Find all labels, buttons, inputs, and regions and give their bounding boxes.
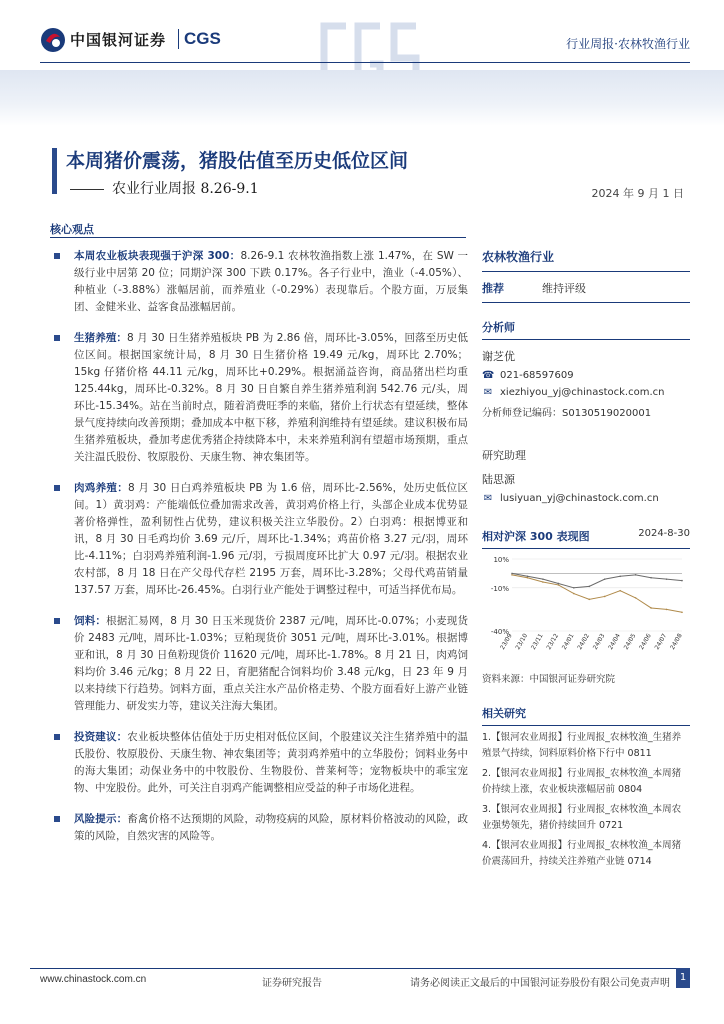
analyst-phone <box>482 370 690 381</box>
report-date: 2024 年 9 月 1 日 <box>591 187 684 200</box>
bullet-icon <box>54 816 60 822</box>
chart-xtick-label: 24/02 <box>576 632 592 651</box>
bullet-icon <box>54 734 60 740</box>
footer-label: 证券研究报告 <box>262 978 322 989</box>
footer-url[interactable]: www.chinastock.com.cn <box>40 974 147 985</box>
assistant-email[interactable] <box>482 493 690 504</box>
logo-divider <box>178 29 179 49</box>
analyst-email[interactable] <box>482 387 690 398</box>
paragraph-text: 根据汇易网，8 月 30 日玉米现货价 2387 元/吨，周环比-0.07%；小麦现货价 2483 元/吨，周环比-1.03%；豆粕现货价 3051 元/吨，周环比-3.01%。根据博亚和讯，8 月 30 日鱼粉现货价 11620 元/吨，周环比-1.78%。8 月 21 日，肉鸡饲料均价 3.46 元/kg；8 月 22 日，育肥猪配合饲料均价 3.48 元/kg，日 23 年 9 月以来持续下行趋势。饲料方面，重点关注水产品价格走势、个股方面看好上游产业链管理能力、研发实力等，建议关注海大集团。 <box>74 615 469 712</box>
chart-xtick-label: 23/10 <box>514 632 530 651</box>
paragraph-poultry <box>52 480 468 599</box>
chart-xtick-label: 24/05 <box>622 632 638 651</box>
paragraph-title: 生猪养殖： <box>74 332 128 344</box>
related-research-item[interactable]: 4.【银河农业周报】行业周报_农林牧渔_本周猪价震荡回升，持续关注养殖产业链 0714 <box>482 840 682 867</box>
chart-data-point <box>635 574 637 576</box>
chart-data-point <box>588 586 590 588</box>
subtitle-text: 农业行业周报 8.26-9.1 <box>112 181 259 197</box>
core-views-label: 核心观点 <box>50 223 94 236</box>
chart-ytick-label: 10% <box>493 556 509 564</box>
rating-label: 推荐 <box>482 282 504 295</box>
paragraph-text: 8.26-9.1 农林牧渔指数上涨 1.47%，在 SW 一级行业中居第 20 位；同期沪深 300 下跌 0.17%。各子行业中，渔业（-4.05%）、种植业（-3.88%）涨幅居前，而养殖业（-0.29%）表现靠后。个股方面，万辰集团、金健米业、益客食品涨幅居前。 <box>74 250 469 313</box>
chart-source: 资料来源：中国银河证券研究院 <box>482 674 616 685</box>
analyst-name: 谢芝优 <box>482 350 515 363</box>
chart-data-point <box>666 578 668 580</box>
footer-disclaimer: 请务必阅读正文最后的中国银河证券股份有限公司免责声明 <box>410 978 670 989</box>
chart-header <box>482 528 690 549</box>
chart-xtick-label: 23/09 <box>499 632 514 651</box>
chart-xtick-label: 23/12 <box>545 632 561 651</box>
body-text <box>52 248 468 859</box>
paragraph-text: 农业板块整体估值处于历史相对低位区间，个股建议关注生猪养殖中的温氏股份、牧原股份、天康生物、神农集团等；黄羽鸡养殖中的立华股份；饲料业务中的海大集团；动保业务中的中牧股份、生物股份、普莱柯等；宠物板块中的乖宝宠物、中宠股份。此外，可关注自羽鸡产能调整相应受益的种子市场化进程。 <box>74 731 469 794</box>
paragraph-investment <box>52 729 468 797</box>
paragraph-text: 畜禽价格不达预期的风险，动物疫病的风险，原材料价格波动的风险，政策的风险，自然灾害的风险等。 <box>74 813 469 842</box>
related-research-heading: 相关研究 <box>482 705 690 726</box>
phone-icon: ☎ <box>482 370 495 381</box>
bullet-icon <box>54 335 60 341</box>
cert-text: 分析师登记编码：S0130519020001 <box>482 408 652 419</box>
paragraph-title: 风险提示： <box>74 813 128 825</box>
paragraph-title: 投资建议： <box>74 731 128 743</box>
chart-data-point <box>573 593 575 595</box>
related-research-item[interactable]: 3.【银河农业周报】行业周报_农林牧渔_本周农业强势领先，猪价持续回升 0721 <box>482 804 682 831</box>
chart-xtick-label: 24/06 <box>638 632 653 651</box>
chart-data-point <box>604 596 606 598</box>
paragraph-sector-performance <box>52 248 468 316</box>
bullet-icon <box>54 618 60 624</box>
phone-text: 021-68597609 <box>500 370 574 381</box>
core-views-rule <box>50 237 466 238</box>
chart-xtick-label: 24/01 <box>560 632 576 651</box>
paragraph-text: 8 月 30 日白鸡养殖板块 PB 为 1.6 倍，周环比-2.56%，处历史低位区间。1）黄羽鸡：产能端低位叠加需求改善，黄羽鸡价格上行，头部企业成本优势显著价格弹性，盈利韧性占优势，建议积极关注立华股份。2）白羽鸡：根据博亚和讯，8 月 30 日毛鸡均价 3.69 元/斤，周环比-1.34%；鸡苗价格 3.27 元/羽，周环比-4.11%；白羽鸡养殖利润-1.96 元/羽，亏损周度环比扩大 0.97 元/羽。根据农业农村部，8 月 18 日在产父母代存栏 2195 万套，周环比-3.28%；父母代鸡苗销量 137.57 万套，周环比-26.45%。白羽行业产能处于调整过程中，可适当择优布局。 <box>74 482 468 596</box>
chart-data-point <box>527 575 529 577</box>
email-icon: ✉ <box>483 493 493 504</box>
brand-name-cn: 中国银河证券 <box>70 31 167 49</box>
assistant-email-text[interactable]: lusiyuan_yj@chinastock.com.cn <box>500 493 659 504</box>
paragraph-text: 8 月 30 日生猪养殖板块 PB 为 2.86 倍，周环比-3.05%，回落至历史低位区间。根据国家统计局，8 月 30 日生猪价格 19.49 元/kg，周环比 2.70%；15kg 仔猪价格 44.11 元/kg，周环比+0.29%。根据涌益咨询，商品猪出栏均重 125.44kg，周环比-0.32%。8 月 30 日自繁自养生猪养殖利润 542.76 元/头，周环比-15.34%。站在当前时点，随着消费旺季的来临，猪价上行状态有望延续，整体景气度持续向改善预期；叠加成本中枢下移，养殖利润维持有望延续。建议积极布局生猪养殖板块，叠加考虑优秀猪企持续降本中，未来养殖利润有望超市场预期，重点关注温氏股份、牧原股份、天康生物、神农集团等。 <box>74 332 469 463</box>
chart-ytick-label: -10% <box>490 584 509 593</box>
chart-data-point <box>527 577 529 579</box>
chart-date: 2024-8-30 <box>638 528 690 539</box>
rating-value: 维持评级 <box>542 282 586 295</box>
header-band <box>0 70 724 126</box>
relative-performance-chart <box>482 553 690 663</box>
chart-data-point <box>511 574 513 576</box>
email-icon: ✉ <box>483 387 493 398</box>
paragraph-feed <box>52 613 468 715</box>
header-rule <box>40 62 690 63</box>
subtitle-dash <box>70 189 104 190</box>
paragraph-title: 肉鸡养殖： <box>74 482 129 494</box>
chart-data-point <box>650 607 652 609</box>
email-text[interactable]: xiezhiyou_yj@chinastock.com.cn <box>500 387 665 398</box>
chart-data-point <box>588 599 590 601</box>
chart-data-point <box>681 611 683 613</box>
chart-data-point <box>619 575 621 577</box>
paragraph-risk <box>52 811 468 845</box>
chart-data-point <box>619 590 621 592</box>
page-number: 1 <box>676 968 690 988</box>
brand-name-en: CGS <box>184 29 221 48</box>
chart-xtick-label: 24/04 <box>607 632 622 651</box>
chart-series-line <box>512 575 682 612</box>
chart-data-point <box>511 573 513 575</box>
rating-row <box>482 280 690 303</box>
chart-data-point <box>635 597 637 599</box>
analyst-cert <box>482 404 690 419</box>
chart-data-point <box>573 587 575 589</box>
analyst-heading: 分析师 <box>482 319 690 340</box>
title-accent-bar <box>52 148 57 194</box>
chart-xtick-label: 23/11 <box>529 632 545 651</box>
assistant-heading: 研究助理 <box>482 449 526 462</box>
chart-data-point <box>558 584 560 586</box>
chart-xtick-label: 24/03 <box>591 632 607 651</box>
chart-data-point <box>542 578 544 580</box>
chart-xtick-label: 24/08 <box>669 632 684 651</box>
industry-label: 农林牧渔行业 <box>482 245 690 272</box>
footer-rule <box>30 968 680 969</box>
chart-data-point <box>650 577 652 579</box>
chart-data-point <box>666 609 668 611</box>
paragraph-hog <box>52 330 468 466</box>
related-research-item[interactable]: 1.【银河农业周报】行业周报_农林牧渔_生猪养殖景气持续，饲料原料价格下行中 0811 <box>482 732 682 759</box>
chart-xtick-label: 24/07 <box>653 632 669 651</box>
chart-data-point <box>681 580 683 582</box>
chart-ytick-label: -40% <box>490 628 509 636</box>
paragraph-title: 本周农业板块表现强于沪深 300： <box>74 250 241 262</box>
chart-title: 相对沪深 300 表现图 <box>482 530 590 543</box>
sidebar <box>482 245 690 870</box>
report-type: 行业周报·农林牧渔行业 <box>566 37 690 51</box>
page-subtitle <box>70 178 259 198</box>
bullet-icon <box>54 485 60 491</box>
related-research-item[interactable]: 2.【银河农业周报】行业周报_农林牧渔_本周猪价持续上涨，农业板块涨幅居前 0804 <box>482 768 682 795</box>
bullet-icon <box>54 253 60 259</box>
chart-data-point <box>558 583 560 585</box>
cgs-logo-icon <box>40 27 66 53</box>
paragraph-title: 饲料： <box>74 615 107 627</box>
chart-data-point <box>604 578 606 580</box>
chart-data-point <box>542 581 544 583</box>
page-title: 本周猪价震荡，猪股估值至历史低位区间 <box>66 150 409 172</box>
assistant-name: 陆思源 <box>482 473 515 486</box>
